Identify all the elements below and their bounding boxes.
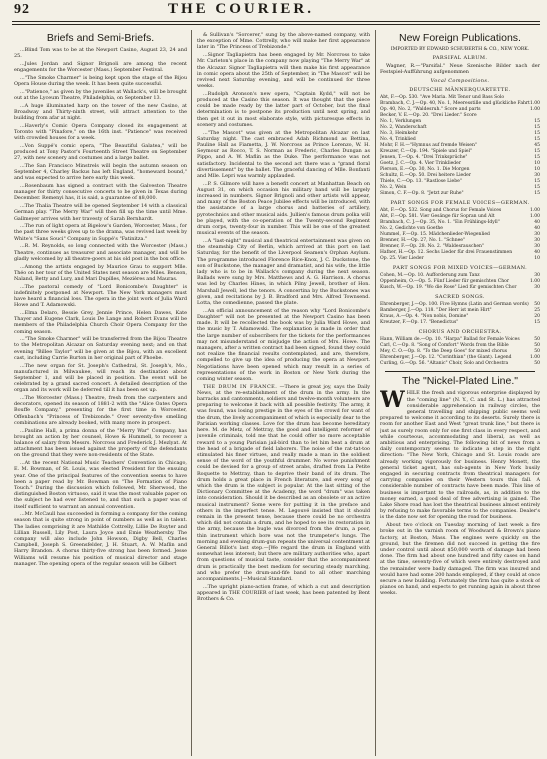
brief-item: ...Elma Delaro, Bessie Grey, Jennie Prince, Helen Dawes, Kate Thayer and Eugene Clark, Louis De Lange and Robert Evans will be members of the Philadelphia Church Choir Opera Company for the coming season.: [14, 309, 187, 335]
publication-row: [380, 320, 540, 326]
publication-price: 15: [534, 320, 540, 326]
publication-title: Kreutzer, F.—Op. 17. "Benedictus": [380, 320, 459, 326]
publication-price: 30: [534, 232, 540, 238]
news-item: ...An official announcement of the reason why "Lord Bonicombe's Daughter" will not be presented at the Newport Casino has been made. It will be recollected the book was by Julia Ward Howe, and the music by T. Adamowski. The explanation is made in order that the large number of subscribers for the tickets for the performances may not misunderstand or misjudge the action of Mrs. Howe. The managers, after a written contract had been signed, found they could not realize the financial results contemplated, and are, therefore, compelled to give up the idea of producing the opera at Newport. Negotiations have been opened which may result in a series of representations of the work in Boston or New York during the coming winter season.: [197, 307, 370, 382]
publication-price: 50: [534, 349, 540, 355]
brief-item: ..."Patience," as given by the juveniles at Wallack's, will be brought out at the Lyceum Theatre, Philadelphia, on September 13.: [14, 88, 187, 101]
brief-item: ...Blind Tom was to be at the Newport Casino, August 23, 24 and 25.: [14, 47, 187, 60]
publication-title: Thiele, C.—Op. 13. "Rastlose Liebe": [380, 179, 462, 185]
publication-price: 10: [534, 161, 540, 167]
publication-title: Kraus, A.—Op. 4. "Non nobis, Domine": [380, 314, 469, 320]
publication-price: 50: [534, 361, 540, 367]
publication-title: Mey, C. O.—Op. 8. "To the Deep Goes" for mixed chorus: [380, 349, 508, 355]
middle-body: [197, 32, 370, 382]
brief-item: ...Pauline Hall, a prima donna of the "Merry War" Company, has brought an action by her counsel, Howe & Hummell, to recover a balance of salary from Messrs. Norcross and Frederick J. Mezlyat. At attachment has been issued against the property of the defendants on the ground that they were non-residents of the State.: [14, 427, 187, 459]
news-item: ..."The Mascot" was given at the Metropolitan Alcazar on last Saturday night. The cast embraced Adah Richmond as Bettina, Pauline Hall as Fiametta, J. W. Norcross as Prince Lorenzo, W. H. Seymour as Rocco, T. S. Norman as Frederic, Charles Dungan as Pippo, and A. W. Maflin as the Duke. The performance was not satisfactory. Incidental to the second act there was a "grand floral divertissement" by the ballet. The graceful dancing of Mlle. Bonfanti and Mlle. Lepri was warmly applauded.: [197, 129, 370, 179]
drum-text: —There is great joy, says the Daily News, at the re-establishment of the drum in the army. In the barracks and cantonments, soldiers and twelve-month volunteers are preparing to welcome it back with all possible festivity. The army, it was found, was losing prestige in the eyes of the crowd for want of the drum, the lively accompaniment of which is especially dear to the Parisian working classes. Love for the drum has become hereditary here. M. de Metz, of Mettray, the good and intelligent reformer of juvenile criminals, told me that he could offer no more acceptable reward to a young Parisian jail-bird than to let him beat a drum at the head of a brigade of field laborers. The noise of the rat-tat-too stimulated his finer virtues, and really made a man in the soldiest sense of the word of the youthful drummer. No worse punishment could be devised for a group of street arabs, drafted from La Petite Roquette to Mettray, than to deprive their band of its drum. The drum holds a great place in French literature, and every song of which the drum is the subject is popular. At the last sitting of the Dictionary Committee at the Academy, the word "drum" was taken into consideration. Should it be described as an obsolete or an active musical instrument? Some were for putting it in the preface and others in the imperfect tense. M. Legouvé insisted that it should remain in the present tense, because there could be no orchestra which did not contain a drum, and he hoped to see its restoration in the army, because the bugle was divorced from the drum, a poor, thin instrument which bore was not the trumpeter's lungs. The morning and evening drum-gun repeats the universal contentment at General Billot's last step.—[We regard the drum in England with somewhat less interest; but there are military authorities who, apart from questions of musical taste, consider that the accompaniment drum is practically the best medium for securing steady marching, and who prefer the drum-and-fife band to all other marching accompaniments.]—Musical Standard.: [197, 383, 370, 582]
publication-title: Abt, F.—Op. 532. Song and Chorus for Female Voices: [380, 208, 502, 214]
publication-price: 50: [534, 337, 540, 343]
publication-price: 50: [534, 343, 540, 349]
publication-title: Brambach, C. J.—Op. 35, No. 1. "Ein Frühlings-Idyll": [380, 220, 500, 226]
publication-title: Hann, William de.—Op. 10. "Harpa" Ballad for Female Voices: [380, 337, 520, 343]
masthead-rule-2: [12, 24, 540, 25]
section-heading: New Foreign Publications.: [399, 32, 521, 44]
brief-item: ...Von Suppé's comic opera, "The Beautiful Galatea," will be produced at Tony Pastor's Fourteenth Street Theatre on September 27, with new scenery and costumes and a large ballet.: [14, 142, 187, 162]
column-divider: [191, 30, 192, 756]
intro-text: Wagner, R.—"Parsifal." Neue Szenische Bilder nach der Festspiel-Aufführung aufgenommen: [380, 63, 540, 76]
piano-action-note: ...The upright piano-action frame, of which a cut and description appeared in THE COURIER of last week, has been patented by Bent Brothers & Co.: [197, 583, 370, 603]
page-number: 92: [14, 2, 30, 17]
masthead-rule: [12, 21, 540, 22]
brief-item: ..."The Smoke Charmer" is being kept upon the stage of the Bijou Opera House during the week. It has been quite successful.: [14, 74, 187, 88]
publication-price: 1.00: [530, 279, 540, 285]
brief-item: ...The Worcester (Mass.) Theatre, fresh from the carpenters and decorators, opened its season of 1881-2 with the "Alice Oates Opera Bouffe Company," presenting for the first time in Worcester, Offenbach's "Princess of Trebizonde." Over seventy-five smelling combinations are already booked, with many more in prospect.: [14, 395, 187, 426]
vocal-subheading: DEUTSCHE MÄNNERQUARTETTE.: [409, 87, 511, 94]
drop-cap: W: [380, 387, 405, 414]
nickel-text: HILE the fresh and vigorous enterprise displayed by the "coming line" (N. Y., C. and St. L.) has attracted considerable apprehension in railway circles, the general travelling and shipping public seems well prepared to welcome it according to its deserts. Surely there is room for another East and West "great trunk line," but there is just as surely room only for one first class in every respect, and while courteous, accommodating and liberal, as well as ambitious and enterprising. The following bit of news from a daily contemporary seems to indicate a step in the right direction: "The New York, Chicago and St. Louis roads are already working vigorously for business. Henry Monett, the general ticket agent, has sub-agents in New York busily engaged in securing contracts from theatrical managers for carrying companies on their Western tours this fall. A considerable number of contracts have been made. This line of business is important to the railroads, as, in addition to the money earned, a good deal of free advertising is gained. The Lake Shore road has lost the theatrical business almost entirely by refusing to make favorable terms to the companies. Dealer's is the date now set for opening the road for business.: [380, 390, 540, 521]
publication-price: 1.00: [530, 101, 540, 107]
publication-title: Bamberger, J.—Op. 118. "Der Herr ist mein Hirt": [380, 308, 492, 314]
price-list: [380, 273, 540, 291]
publication-price: 30: [534, 244, 540, 250]
publication-title: Cohen, M.—Op. 10. Aufforderung zum Tanz: [380, 273, 480, 279]
publication-title: Mohr, F. H.—"Hymnus auf fremde Weisen": [380, 143, 477, 149]
publication-title: No. 2, Gedichte von Goethe: [380, 226, 443, 232]
publication-price: 30: [534, 285, 540, 291]
briefs-body: [14, 47, 187, 567]
publication-price: 45: [534, 143, 540, 149]
publication-title: Simon, C. F.—Op. 8. "Jetzt zur Ruhe": [380, 191, 464, 197]
brief-item: ...Rosenbaum has signed a contract with the Galveston Theatre manager for thirty consecutive concerts to be given in Texas during December. Remenyi has, it is said, a guarantee of $8,000.: [14, 183, 187, 202]
nickel-article: [380, 387, 540, 521]
brief-item: ...Mr. McCaull has succeeded in forming a company for the coming season that is quite strong in point of numbers as well as in talent. The ladies comprising it are Mathilde Cottrelly, Lillie De Ruyter and Lillian Russell, Lily Post, Laura Joyce and Emie Weathersby. The company will also include John Howson, Digby Bell, Charles Campbell, Joseph S. Greensfelder, J. H. Stuart, A. W. Maflin and Harry Brandon. A chorus thirty-five strong has been formed. Jesse Williams will resume his position of musical director and stage manager. The opening opera of the regular season will be Gilbert: [14, 511, 187, 567]
publication-price: 30: [534, 238, 540, 244]
publication-price: 15: [534, 125, 540, 131]
publication-title: Brenner, H.—Op. 27, No. 1. "Schnee": [380, 238, 465, 244]
publication-title: Oppenheim, O.—Op. 5. Fünf Lieder für gemischten Chor: [380, 279, 510, 285]
brief-item: ...A huge illuminated harp on the tower of the new Casino, at Broadway and Thirty-ninth street, will attract attention to the building from afar at night.: [14, 102, 187, 122]
publication-price: 15: [534, 185, 540, 191]
publication-price: 15: [534, 131, 540, 137]
price-list: [380, 95, 540, 197]
publication-price: 1.00: [530, 214, 540, 220]
publication-title: Carl, C.—Op. 8. "Song of Comfort" Words from the Bible: [380, 343, 509, 349]
news-item: ...A "last-night" musical and theatrical entertainment was given on the steamship City of Berlin, which arrived at this port on last Saturday, for the benefit of the Liverpool Seamen's Orphan Asylum. The programme introduced Florence Rice-Knox, J. C. Duckstone, the son of Buckstone, the manager and dramatist, and his wife, the little lady who is to be in Wallack's company during the next season. Ballads were sung by Mrs. Matthews and A. G. Harrison. A chorus was led by Charles Hines, in which Pilny Jewell, brother of Hon. Marshall Jewell, led the tenors. A concertina by the Buckstones was given, and recitations by J. B. Bradford and Mrs. Alfred Townsend. Lotta, the comedienne, passed the plate.: [197, 238, 370, 307]
publication-price: 40: [534, 226, 540, 232]
imported-by: IMPORTED BY EDWARD SCHUBERTH & CO., NEW YORK.: [390, 47, 530, 52]
publication-price: 10: [534, 167, 540, 173]
drum-lead: THE DRUM IN FRANCE.: [203, 383, 278, 390]
publication-row: [380, 256, 540, 262]
publication-title: Abt, F.—Op. 530. "Ave Maria. Mit Tenor und Bass Solo: [380, 95, 505, 101]
publication-price: 1.00: [530, 208, 540, 214]
category-heading: SACRED SONGS.: [435, 294, 485, 301]
category-heading: PART SONGS FOR MIXED VOICES—GERMAN.: [392, 265, 528, 272]
brief-item: ...The new organ for St. Joseph's Cathedral, St. Joseph's, Mo., manufactured in Milwaukee, will reach its destination about September 1, and will be placed in position. The event will be celebrated by a grand sacred concert. A detailed description of the organ and its work will be deferred till it has been set up.: [14, 362, 187, 394]
brief-item: ..."The Smoke Charmer" will be transferred from the Bijou Theatre to the Metropolitan Alcazar on Saturday evening next; and on that evening "Billee Taylor" will be given at the Bijou, with an excellent cast, including Carrie Burton in her original part of Phoebe.: [14, 336, 187, 361]
publication-price: 15: [534, 119, 540, 125]
brief-item: ...At the recent National Music Teachers' Convention in Chicago, E. M. Bowman, of St. Louis, was elected President for the ensuing year. One of the principal features of the convention seems to have been a paper read by Mr. Bowman on "The Formation of Piano Touch." During the discussion which followed, Mr. Sherwood, the distinguished Boston virtuoso, said it was the most valuable paper on the subject he had ever listened to, and that such a paper was of itself sufficient to warrant an annual convention.: [14, 460, 187, 510]
publication-title: Kusch, W.—Op. 19. "Wo die Rose" Lied für gemischten Chor: [380, 285, 517, 291]
publication-title: No. 2, Wanderschaft: [380, 125, 427, 131]
publication-price: 15: [534, 149, 540, 155]
brief-item: ...Haverly's Comic Opera Company closed its engagement at Toronto with "Pinafore," on the 16th inst. "Patience" was received with crowded houses for a week.: [14, 122, 187, 142]
masthead-title: THE COURIER.: [168, 1, 315, 17]
publication-price: 40: [534, 220, 540, 226]
section-rule: [385, 371, 535, 372]
publication-title: No. 3, Heimkehr: [380, 131, 418, 137]
publication-title: Nummel, F.—Op. 15. Mädchenlieder-Wiegenlied: [380, 232, 490, 238]
publication-price: 15: [534, 137, 540, 143]
publication-title: Jensen, T.—Op. 4. "Drei Trinksprüche": [380, 155, 468, 161]
news-item: ...Signor Tagliapietra has been engaged by Mr. Norcross to take Mr. Carleton's place in the company now playing "The Merry War" at the Alcazar. Signor Tagliapietra will then make his first appearance in comic opera about the 25th of September, in "The Mascot" will be revived next Saturday evening, and will be continued for three weeks.: [197, 52, 370, 90]
publication-price: 25: [534, 308, 540, 314]
publication-title: Op. 40, No. 2, "Waldesruh." Score and parts: [380, 107, 481, 113]
publication-price: 1.00: [530, 107, 540, 113]
publication-title: Brenner, F.—Op. 28. No. 2. "Waldesrauschen": [380, 244, 484, 250]
publication-price: 10: [534, 256, 540, 262]
brief-item: ...Jules Jordan and Signor Brignoli are among the recent engagements for the Worcester (Mass.) September Festival.: [14, 60, 187, 74]
nickel-heading: The "Nickel-Plated Line.": [401, 375, 518, 388]
category-heading: PARSIFAL ALBUM.: [432, 55, 488, 61]
publication-price: 15: [534, 179, 540, 185]
vocal-heading: Vocal Compositions.: [430, 78, 490, 85]
publication-title: Hafner, H.—Op. 12. Sechs Lieder für drei Frauenstimmen: [380, 250, 513, 256]
publication-title: Abt, F.—Op. 581. Vier Gesänge für Sopran und Alt: [380, 214, 495, 220]
column-briefs: [14, 32, 187, 754]
brief-item: ...The San Francisco Minstrels will begin the autumn season on September 4, Charley Backus has left England, "homeward bound," and was expected to arrive here early this week.: [14, 162, 187, 182]
news-item: & Sullivan's "Sorcerer," sung by the above-named company, with the exception of Mme. Cottrelly, who will make her first appearance later in "The Princess of Trebizonde.": [197, 32, 370, 51]
category-heading: PART SONGS FOR FEMALE VOICES—GERMAN.: [390, 200, 530, 207]
publication-price: 30: [534, 173, 540, 179]
price-list: [380, 337, 540, 367]
brief-item: ...The run of light opera at Bigelow's Garden, Worcester, Mass., for the past three weeks gives up to the drama, was revived last week by White's "Sans Souci" Company in Suppé's "Fatinitza.": [14, 223, 187, 242]
publication-price: 1.00: [530, 355, 540, 361]
publication-title: Op. 25. Vier Lieder: [380, 256, 424, 262]
brief-item: ...The Thalia Theatre will be opened September 14 with a classical German play. "The Merry War" will then fill up the time until Mme. Gallmeyer arrives with her travesty of Sarah Bernhardt.: [14, 203, 187, 222]
category-heading: CHORUS AND ORCHESTRA.: [418, 329, 502, 336]
column-divider: [375, 30, 376, 756]
brief-item: ...The pastoral comedy of "Lord Bonicombe's Daughter" is indefinitely postponed at Newport. The New York managers must have heard a financial loss. The opera in the joint work of Julia Ward Howe and T. Adamowski.: [14, 283, 187, 309]
publication-title: No. 2, Wein: [380, 185, 407, 191]
publication-price: 15: [534, 155, 540, 161]
column-publications: [380, 32, 540, 754]
publication-price: 50: [534, 302, 540, 308]
drum-article: [197, 384, 370, 583]
publication-title: No. 4, Trinklied: [380, 137, 416, 143]
news-item: ...Rudolph Aronson's new opera, "Captain Kydd," will not be produced at the Casino this season. It was thought that the piece could be made ready by the latter part of October, but the final determination is to postpone its production until next spring, and then get it out in most elaborate style, with picturesque effects in scenery and costumes.: [197, 90, 370, 128]
publication-price: 40: [534, 250, 540, 256]
fire-article: About two o'clock on Tuesday morning of last week a fire broke out in the varnish room of Woodward & Brown's piano factory, at Boston, Mass. The engines were quickly on the ground, but the firemen did not succeed in getting the fire under control until about $50,000 worth of damage had been done. The firm had about one hundred and fifty cases on hand at the time, seventy-five of which were entirely destroyed and the remainder were badly damaged. The firm was insured and would have had some 200 hands employed, if they could at once secure a new building. Fortunately the firm has quite a stock of pianos on hand, and expects to get running again in about three weeks.: [380, 522, 540, 597]
publication-row: [380, 285, 540, 291]
publication-title: No. 1, Verklungen: [380, 119, 422, 125]
publication-title: Ehrenberger, J.—Op. 12. "Corinthian" (the Giant). Legend: [380, 355, 512, 361]
price-list: [380, 302, 540, 326]
publication-title: Schultz, E.—Op. 50. Drei heitere Lieder: [380, 173, 471, 179]
publication-price: 20: [534, 314, 540, 320]
publication-title: Becker, V. E.—Op. 20. "Drei Lieder." Score: [380, 113, 477, 119]
publication-title: Curling, G.—Op. 56. "Altanic" Choir, Solo and Orchestra: [380, 361, 509, 367]
column-middle: [197, 32, 370, 754]
publication-row: [380, 191, 540, 197]
publication-row: [380, 361, 540, 367]
price-list: [380, 208, 540, 262]
publication-title: Brambach, C. J.—Op. 40, No. 1, Meeresstille und glückliche Fahrt: [380, 101, 530, 107]
publication-title: Kreuzer, C.—Op. 194. "Spiele und Spiel": [380, 149, 473, 155]
publication-price: 30: [534, 273, 540, 279]
brief-item: ...Among the artists engaged by Maurice Grau to support Mlle. Théo on her tour of the United States next season are Miles. Benson, Naland, Betty and Lury, and Mari Dupilles, Mezières and Mauras.: [14, 263, 187, 282]
publication-title: Pierson, E.—Op. 30, No. 1. Die Morgen: [380, 167, 470, 173]
brief-item: ...R. M. Reynolds, so long connected with the Worcester (Mass.) Theatre, continues as treasurer and associate manager, and will be gladly welcomed by all theatre-goers at his old post in the box office.: [14, 243, 187, 262]
news-item: ...P. S. Gilmore will have a benefit concert at Manhattan Beach on August 31, on which occasion his military band will be largely increased in numbers. Signor Brignoli and other artists will appear, and many of the Boston Peace Jubilee effects will be introduced, with the assistance of a large chorus and batteries of artillery, pyrotechnics and other musical aids. Jullien's famous drum polka will be played, with the co-operation of the Twenty-second Regiment drum corps, twenty-four in number. This will be one of the greatest musical events of the season.: [197, 180, 370, 237]
publication-title: Goetz, J. C.—Op. 4. Vier Trinklieder: [380, 161, 461, 167]
publication-title: Ehrenberger, J.—Op. 100. Five Hymns (Latin and German words): [380, 302, 529, 308]
section-heading: Briefs and Semi-Briefs.: [46, 32, 155, 44]
publication-price: 15: [534, 191, 540, 197]
